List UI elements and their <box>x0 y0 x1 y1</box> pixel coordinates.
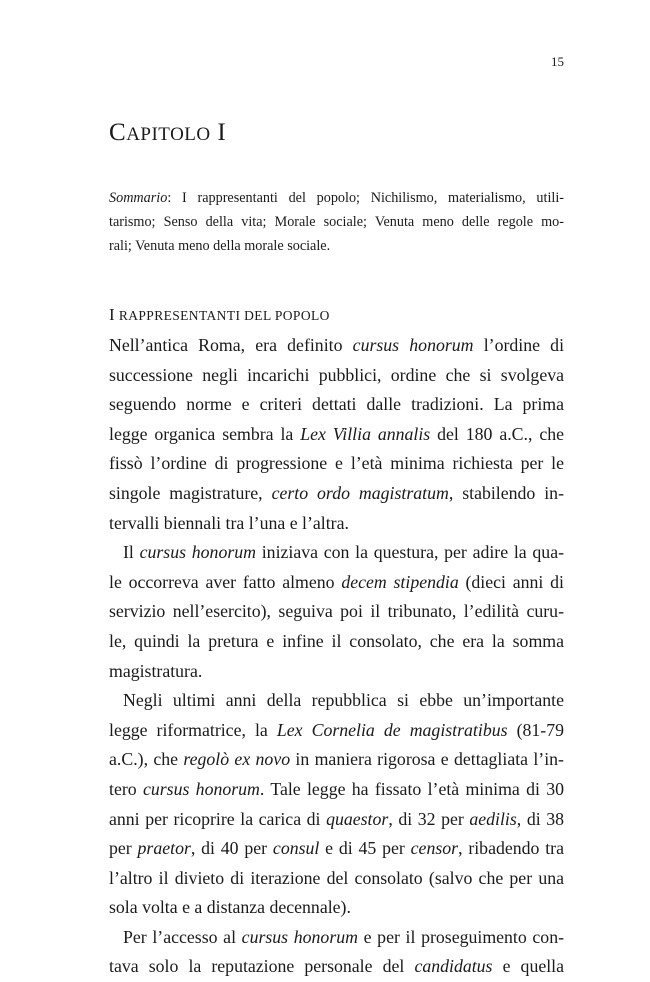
paragraph <box>109 538 564 686</box>
text-line: sola volta e a distanza decennale). <box>109 897 351 918</box>
section-heading-initial: I <box>109 305 116 324</box>
paragraph <box>109 331 564 538</box>
text-line: a.C.), che regolò ex novo in maniera rigorosa e dettagliata l’in- <box>109 749 564 770</box>
chapter-title <box>109 119 226 147</box>
text-line: legge organica sembra la Lex Villia annalis del 180 a.C., che <box>109 423 564 444</box>
section-heading <box>109 305 330 325</box>
text-line: le occorreva aver fatto almeno decem stipendia (dieci anni di <box>109 571 564 592</box>
text-line: tero cursus honorum. Tale legge ha fissato l’età minima di 30 <box>109 778 564 799</box>
summary-line: rali; Venuta meno della morale sociale. <box>109 238 331 254</box>
summary-line: Sommario: I rappresentanti del popolo; Nichilismo, materialismo, utili- <box>109 190 564 206</box>
paragraph <box>109 923 564 982</box>
chapter-title-numeral: I <box>210 119 227 146</box>
text-line: servizio nell’esercito), seguiva poi il tribunato, l’edilità curu- <box>109 601 564 622</box>
text-line: successione negli incarichi pubblici, ordine che si svolgeva <box>109 364 564 385</box>
page-number: 15 <box>551 54 564 69</box>
text-line: magistratura. <box>109 660 203 681</box>
text-line: fissò l’ordine di progressione e l’età minima richiesta per le <box>109 453 564 474</box>
text-line: Il cursus honorum iniziava con la questura, per adire la qua- <box>123 542 565 563</box>
chapter-summary <box>109 186 564 258</box>
text-line: tava solo la reputazione personale del candidatus e quella <box>109 956 565 977</box>
text-line: anni per ricoprire la carica di quaestor, di 32 per aedilis, di 38 <box>109 808 565 829</box>
text-line: l’altro il divieto di iterazione del consolato (salvo che per una <box>109 867 564 888</box>
section-heading-rest: RAPPRESENTANTI DEL POPOLO <box>115 308 330 323</box>
text-line: per praetor, di 40 per consul e di 45 per censor, ribadendo tra <box>109 838 564 859</box>
body-text <box>109 331 564 982</box>
text-line: Negli ultimi anni della repubblica si ebbe un’importante <box>123 690 564 711</box>
text-line: legge riformatrice, la Lex Cornelia de magistratibus (81-79 <box>109 719 564 740</box>
text-line: Nell’antica Roma, era definito cursus honorum l’ordine di <box>109 335 565 355</box>
text-line: singole magistrature, certo ordo magistratum, stabilendo in- <box>109 482 564 503</box>
text-line: tervalli biennali tra l’una e l’altra. <box>109 512 349 533</box>
text-line: seguendo norme e criteri dettati dalle tradizioni. La prima <box>109 394 564 415</box>
summary-label: Sommario <box>109 190 168 206</box>
chapter-title-initial: C <box>109 119 127 146</box>
text-line: Per l’accesso al cursus honorum e per il proseguimento con- <box>123 926 565 947</box>
summary-line: tarismo; Senso della vita; Morale sociale; Venuta meno delle regole mo- <box>109 214 564 230</box>
text-line: le, quindi la pretura e infine il consolato, che era la somma <box>109 630 564 651</box>
chapter-title-rest: APITOLO <box>126 124 211 145</box>
paragraph <box>109 686 564 923</box>
